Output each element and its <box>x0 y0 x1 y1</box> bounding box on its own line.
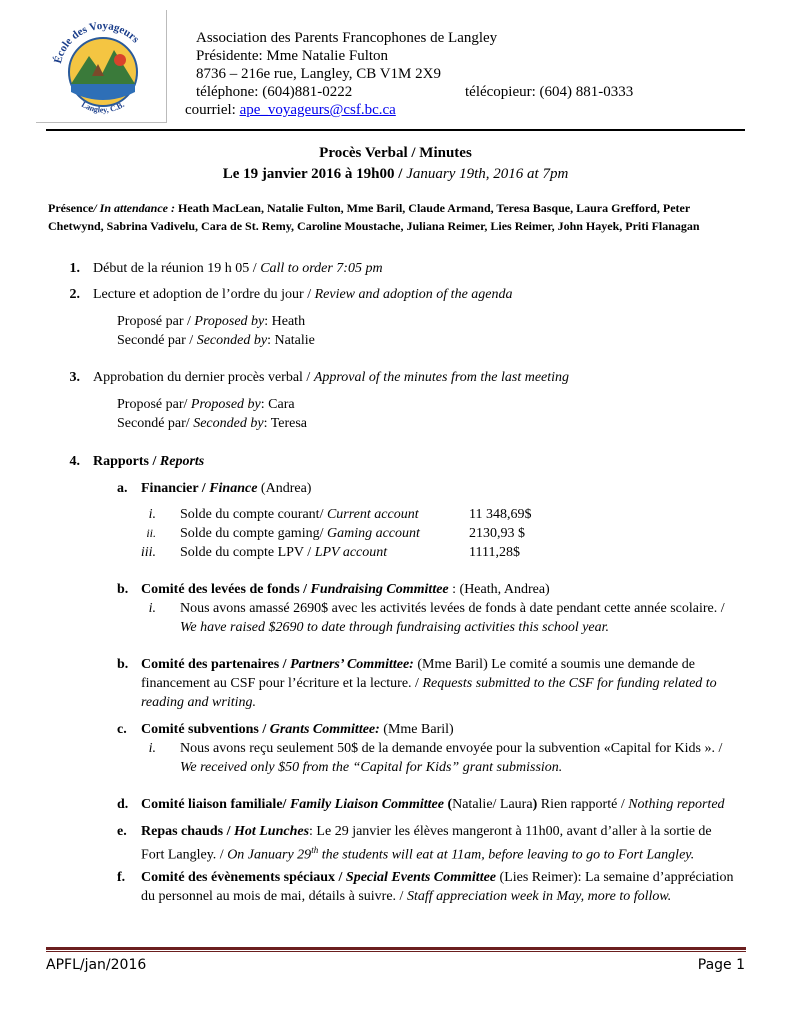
school-logo <box>44 14 162 118</box>
item-2-fr: Lecture et adoption de l’ordre du jour / <box>93 287 315 302</box>
fundraising-title-fr: Comité des levées de fonds / <box>141 582 311 597</box>
item-2-proposed-en: Proposed by <box>194 314 265 329</box>
lunches-line-2-en-a: On January 29 <box>227 847 312 863</box>
item-2-proposed-name: : Heath <box>264 314 306 329</box>
attendance-label: Présence <box>48 201 94 215</box>
attendance-label-en: / In attendance : <box>93 201 175 215</box>
grants-heading <box>141 720 454 739</box>
item-3-seconded-en: Seconded by <box>193 416 264 431</box>
events-title-en: Special Events Committee <box>345 870 497 885</box>
item-2-seconded <box>117 331 315 350</box>
lunches-title-fr: Repas chauds / <box>141 824 234 839</box>
grants-roman: i. <box>148 741 156 756</box>
finance-title-en: Finance <box>209 481 258 496</box>
partners-letter: b. <box>117 657 129 672</box>
finance-row-2-amount: 2130,93 $ <box>469 526 525 541</box>
fax-line: télécopieur: (604) 881-0333 <box>465 84 634 100</box>
events-line-2-fr: du personnel au mois de mai, détails à suivre. / <box>141 889 407 904</box>
item-2-text <box>93 285 513 304</box>
item-3-proposed <box>117 395 295 414</box>
family-letter: d. <box>117 797 129 812</box>
finance-row-3-amount: 1111,28$ <box>469 545 520 560</box>
lunches-title-en: Hot Lunches <box>233 824 310 839</box>
partners-title-en: Partners’ Committee: <box>290 657 414 672</box>
family-title-fr: Comité liaison familiale/ <box>141 797 290 812</box>
footer-doc-id: APFL/jan/2016 <box>46 957 147 973</box>
item-4-number: 4. <box>69 454 80 469</box>
lunches-line-2-en-b: the students will eat at 11am, before leaving to go to Fort Langley. <box>318 847 695 863</box>
family-rest-fr: Rien rapporté / <box>537 797 629 812</box>
item-2-en: Review and adoption of the agenda <box>314 287 513 302</box>
finance-row-3-fr: Solde du compte LPV / <box>180 545 315 560</box>
association-name: Association des Parents Francophones de Langley <box>196 30 498 46</box>
lunches-line-2 <box>141 841 694 865</box>
fundraising-letter: b. <box>117 582 129 597</box>
item-3-number: 3. <box>69 370 80 385</box>
finance-row-3-label <box>180 543 387 562</box>
events-line-2-en: Staff appreciation week in May, more to follow. <box>406 889 672 904</box>
lunches-line-2-sup: th <box>311 845 319 855</box>
email-line <box>185 101 396 119</box>
finance-title-fr: Financier / <box>141 481 210 496</box>
partners-line-1-rest: (Mme Baril) Le comité a soumis une demande de <box>413 657 695 672</box>
finance-row-3-roman: iii. <box>140 545 156 560</box>
grants-text-fr: Nous avons reçu seulement 50$ de la demande envoyée pour la subvention «Capital for Kids ». / <box>180 741 723 756</box>
header-divider <box>46 129 745 131</box>
partners-title-fr: Comité des partenaires / <box>141 657 291 672</box>
partners-line-3: reading and writing. <box>141 695 256 710</box>
finance-row-3-en: LPV account <box>314 545 388 560</box>
attendance-names: Heath MacLean, Natalie Fulton, Mme Baril, Claude Armand, Teresa Basque, Laura Grefford, Peter Chetwynd, Sabrina Vadivelu, Cara de St. Remy, Caroline Moustache, Juliana Reimer, Lies Reimer, John Hayek, Priti Flanagan <box>48 201 700 233</box>
finance-letter: a. <box>117 481 128 496</box>
partners-line-2 <box>141 674 717 693</box>
attendance-paragraph <box>48 200 748 235</box>
item-3-seconded <box>117 414 307 433</box>
item-3-seconded-fr: Secondé par/ <box>117 416 194 431</box>
logo-text-bottom: Langley, C.B. <box>79 99 126 115</box>
finance-row-1-fr: Solde du compte courant/ <box>180 507 327 522</box>
finance-row-2-roman: ii. <box>146 526 156 540</box>
family-line <box>141 795 725 814</box>
partners-line-1 <box>141 655 695 674</box>
grants-title-fr: Comité subventions / <box>141 722 270 737</box>
president-line: Présidente: Mme Natalie Fulton <box>196 48 389 64</box>
family-who-close: ) <box>532 797 538 812</box>
item-3-proposed-name: : Cara <box>260 397 295 412</box>
fundraising-text-fr: Nous avons amassé 2690$ avec les activités levées de fonds à date pendant cette année scolaire. / <box>180 601 725 616</box>
fundraising-title-en: Fundraising Committee <box>310 582 449 597</box>
item-2-seconded-name: : Natalie <box>267 333 315 348</box>
events-line-2 <box>141 887 671 906</box>
lunches-line-1 <box>141 822 712 841</box>
item-3-en: Approval of the minutes from the last meeting <box>313 370 570 385</box>
fundraising-roman: i. <box>148 601 156 616</box>
family-title-en: Family Liaison Committee <box>289 797 444 812</box>
document-title: Procès Verbal / Minutes <box>319 145 472 161</box>
item-3-proposed-fr: Proposé par/ <box>117 397 191 412</box>
finance-who: (Andrea) <box>257 481 312 496</box>
family-rest-en: Nothing reported <box>628 797 725 812</box>
events-line-1-rest: (Lies Reimer): La semaine d’appréciation <box>496 870 734 885</box>
item-4-fr: Rapports / <box>93 454 160 469</box>
email-link[interactable]: ape_voyageurs@csf.bc.ca <box>239 102 396 118</box>
grants-title-en: Grants Committee: <box>269 722 380 737</box>
item-3-text <box>93 368 569 387</box>
events-title-fr: Comité des évènements spéciaux / <box>141 870 346 885</box>
family-who-open: ( <box>443 797 453 812</box>
fundraising-text-en: We have raised $2690 to date through fundraising activities this school year. <box>180 620 610 635</box>
footer-page-number: Page 1 <box>697 957 745 973</box>
item-3-proposed-en: Proposed by <box>190 397 261 412</box>
partners-line-2-fr: financement au CSF pour l’écriture et la lecture. / <box>141 676 423 691</box>
address-line: 8736 – 216e rue, Langley, CB V1M 2X9 <box>196 66 441 82</box>
events-letter: f. <box>117 870 126 885</box>
grants-letter: c. <box>117 722 127 737</box>
item-1-number: 1. <box>69 261 80 276</box>
item-2-proposed-fr: Proposé par / <box>117 314 195 329</box>
meeting-date-en: January 19th, 2016 at 7pm <box>406 166 569 182</box>
meeting-date <box>0 166 791 183</box>
lunches-line-2-fr: Fort Langley. / <box>141 847 228 863</box>
item-2-proposed <box>117 312 305 331</box>
meeting-date-fr: Le 19 janvier 2016 à 19h00 / <box>222 166 407 182</box>
item-4-en: Reports <box>159 454 205 469</box>
item-1-fr: Début de la réunion 19 h 05 / <box>93 261 261 276</box>
finance-row-1-roman: i. <box>148 507 156 522</box>
finance-row-2-fr: Solde du compte gaming/ <box>180 526 327 541</box>
logo-text-top: École des Voyageurs <box>51 19 142 65</box>
partners-line-2-en: Requests submitted to the CSF for funding related to <box>422 676 717 691</box>
grants-who: (Mme Baril) <box>379 722 454 737</box>
finance-row-1-amount: 11 348,69$ <box>469 507 532 522</box>
events-line-1 <box>141 868 734 887</box>
lunches-letter: e. <box>117 824 127 839</box>
lunches-line-1-rest: : Le 29 janvier les élèves mangeront à 11h00, avant d’aller à la sortie de <box>309 824 712 839</box>
grants-text-en: We received only $50 from the “Capital for Kids” grant submission. <box>180 760 563 775</box>
fundraising-who: : (Heath, Andrea) <box>448 582 550 597</box>
finance-row-2-label <box>180 524 420 543</box>
finance-row-2-en: Gaming account <box>326 526 420 541</box>
item-3-seconded-name: : Teresa <box>263 416 308 431</box>
item-4-text <box>93 452 204 471</box>
footer-divider-thick <box>46 947 746 950</box>
footer-divider-thin <box>46 951 746 952</box>
email-label: courriel: <box>185 102 240 118</box>
finance-heading <box>141 479 311 498</box>
finance-row-1-label <box>180 505 419 524</box>
item-2-seconded-en: Seconded by <box>196 333 268 348</box>
family-who: Natalie/ Laura <box>452 797 533 812</box>
fundraising-heading <box>141 580 550 599</box>
finance-row-1-en: Current account <box>326 507 419 522</box>
phone-line: téléphone: (604)881-0222 <box>196 84 353 100</box>
item-2-number: 2. <box>69 287 80 302</box>
item-1-en: Call to order 7:05 pm <box>260 261 383 276</box>
item-1-text <box>93 259 383 278</box>
item-2-seconded-fr: Secondé par / <box>117 333 197 348</box>
item-3-fr: Approbation du dernier procès verbal / <box>93 370 314 385</box>
